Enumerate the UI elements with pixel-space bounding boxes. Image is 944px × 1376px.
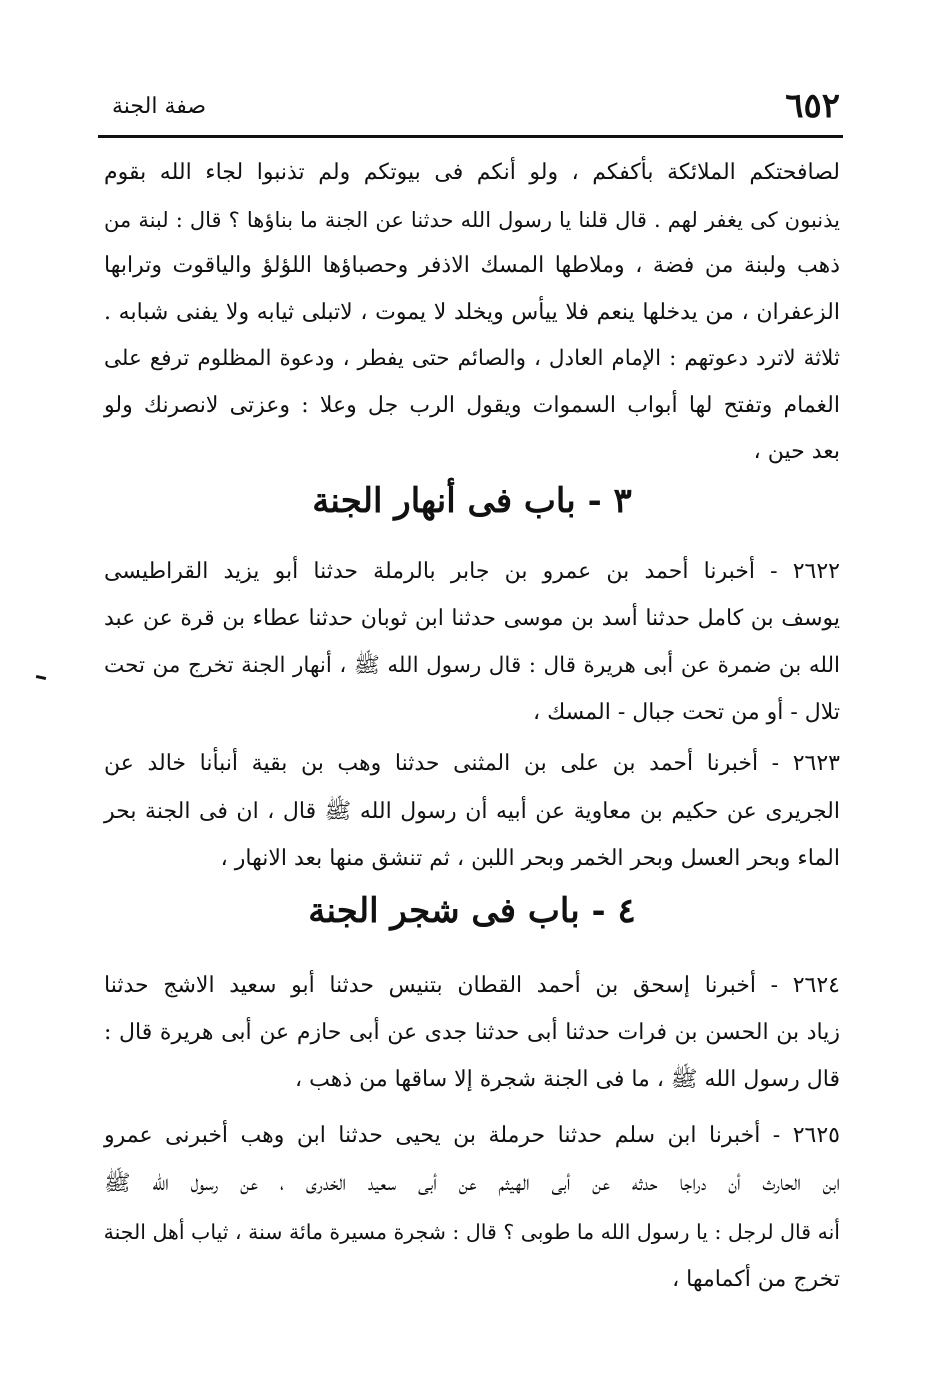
text-line: ثلاثة لاترد دعوتهم : الإمام العادل ، والصائم حتى يفطر ، ودعوة المظلوم ترفع على: [104, 346, 840, 371]
text-line: ٢٦٢٢ - أخبرنا أحمد بن عمرو بن جابر بالرملة حدثنا أبو يزيد القراطيسى: [104, 559, 840, 584]
text-line: تلال - أو من تحت جبال - المسك ،: [533, 700, 840, 725]
header-rule: [98, 135, 843, 138]
text-line: ابن الحارث أن دراجا حدثه عن أبى الهيثم عن أبى سعيد الخدرى ، عن رسول الله ﷺ: [104, 1171, 840, 1196]
text-line: ذهب ولبنة من فضة ، وملاطها المسك الاذفر وحصباؤها اللؤلؤ والياقوت وترابها: [104, 253, 840, 278]
text-line: قال رسول الله ﷺ ، ما فى الجنة شجرة إلا ساقها من ذهب ،: [295, 1067, 840, 1092]
text-line: تخرج من أكمامها ،: [672, 1267, 840, 1292]
text-line: الله بن ضمرة عن أبى هريرة قال : قال رسول الله ﷺ ، أنهار الجنة تخرج من تحت: [104, 653, 840, 678]
text-line: ٢٦٢٤ - أخبرنا إسحق بن أحمد القطان بتنيس حدثنا أبو سعيد الاشج حدثنا: [104, 973, 840, 998]
text-line: ٢٦٢٣ - أخبرنا أحمد بن على بن المثنى حدثنا وهب بن بقية أنبأنا خالد عن: [104, 751, 840, 776]
hadith-2623: [104, 740, 840, 883]
text-line: لصافحتكم الملائكة بأكفكم ، ولو أنكم فى بيوتكم ولم تذنبوا لجاء الله بقوم: [104, 160, 840, 185]
text-line: ٢٦٢٥ - أخبرنا ابن سلم حدثنا حرملة بن يحيى حدثنا ابن وهب أخبرنى عمرو: [104, 1123, 840, 1148]
text-line: زياد بن الحسن بن فرات حدثنا أبى حدثنا جدى عن أبى حازم عن أبى هريرة قال :: [104, 1020, 840, 1045]
section-heading-trees: ٤ - باب فى شجر الجنة: [308, 891, 636, 931]
margin-mark: [36, 675, 46, 680]
page-number: ٦٥٢: [785, 86, 840, 126]
text-line: يذنبون كى يغفر لهم . قال قلنا يا رسول الله حدثنا عن الجنة ما بناؤها ؟ قال : لبنة من: [104, 207, 840, 232]
hadith-2622: [104, 548, 840, 736]
intro-paragraph: [104, 150, 840, 476]
section-heading-rivers: ٣ - باب فى أنهار الجنة: [312, 481, 632, 521]
text-line: بعد حين ،: [753, 439, 840, 464]
text-line: الماء وبحر العسل وبحر الخمر وبحر اللبن ، ثم تنشق منها بعد الانهار ،: [220, 846, 840, 871]
text-line: الزعفران ، من يدخلها ينعم فلا ييأس ويخلد لا يموت ، لاتبلى ثيابه ولا يفنى شبابه .: [104, 299, 840, 325]
text-line: الجريرى عن حكيم بن معاوية عن أبيه أن رسول الله ﷺ قال ، ان فى الجنة بحر: [104, 798, 840, 824]
text-line: أنه قال لرجل : يا رسول الله ما طوبى ؟ قال : شجرة مسيرة مائة سنة ، ثياب أهل الجنة: [103, 1220, 840, 1244]
running-title: صفة الجنة: [112, 94, 207, 119]
hadith-2624: [104, 962, 840, 1103]
hadith-2625: [104, 1112, 840, 1304]
text-line: الغمام وتفتح لها أبواب السموات ويقول الرب جل وعلا : وعزتى لانصرنك ولو: [104, 392, 840, 418]
text-line: يوسف بن كامل حدثنا أسد بن موسى حدثنا ابن ثوبان حدثنا عطاء بن قرة عن عبد: [104, 606, 840, 631]
running-header: [100, 86, 840, 126]
